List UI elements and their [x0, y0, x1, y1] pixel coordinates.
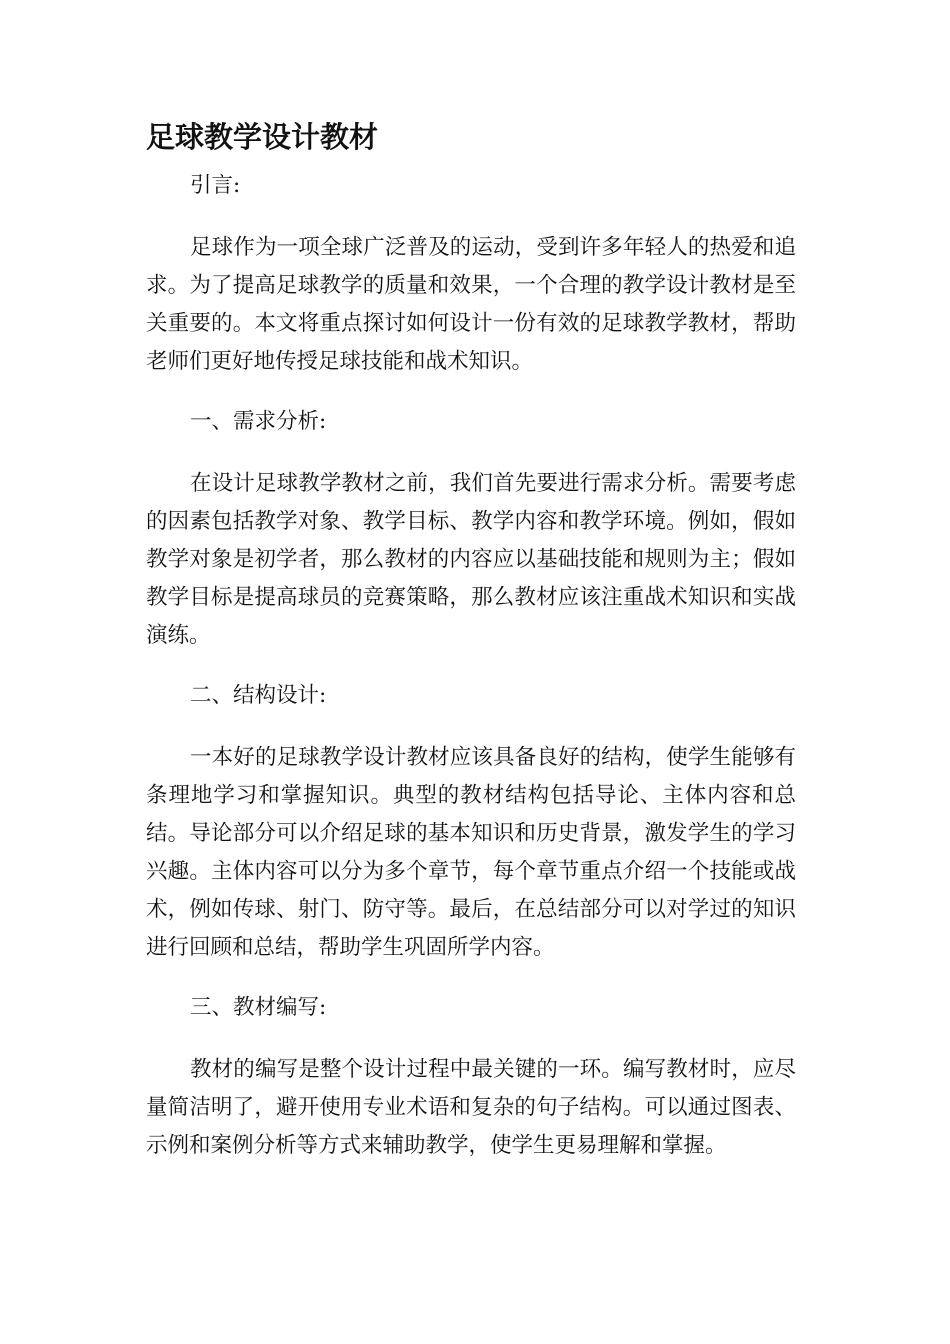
- section-paragraph-material-writing: 教材的编写是整个设计过程中最关键的一环。编写教材时，应尽量简洁明了，避开使用专业术语和复杂的句子结构。可以通过图表、示例和案例分析等方式来辅助教学，使学生更易理解和掌握。: [146, 1057, 796, 1158]
- intro-heading: 引言:: [190, 173, 241, 198]
- section-heading-material-writing: 三、教材编写:: [190, 995, 327, 1020]
- section-heading-needs-analysis: 一、需求分析:: [190, 409, 327, 434]
- document-title: 足球教学设计教材: [146, 120, 379, 154]
- document-body: [146, 167, 796, 1187]
- section-paragraph-needs-analysis: 在设计足球教学教材之前，我们首先要进行需求分析。需要考虑的因素包括教学对象、教学目标、教学内容和教学环境。例如，假如教学对象是初学者，那么教材的内容应以基础技能和规则为主；假如教学目标是提高球员的竞赛策略，那么教材应该注重战术知识和实战演练。: [146, 471, 796, 648]
- section-heading-structure-design: 二、结构设计:: [190, 683, 327, 708]
- intro-paragraph: 足球作为一项全球广泛普及的运动，受到许多年轻人的热爱和追求。为了提高足球教学的质量和效果，一个合理的教学设计教材是至关重要的。本文将重点探讨如何设计一份有效的足球教学教材，帮助老师们更好地传授足球技能和战术知识。: [146, 235, 796, 374]
- section-paragraph-structure-design: 一本好的足球教学设计教材应该具备良好的结构，使学生能够有条理地学习和掌握知识。典型的教材结构包括导论、主体内容和总结。导论部分可以介绍足球的基本知识和历史背景，激发学生的学习兴趣。主体内容可以分为多个章节，每个章节重点介绍一个技能或战术，例如传球、射门、防守等。最后，在总结部分可以对学过的知识进行回顾和总结，帮助学生巩固所学内容。: [146, 745, 796, 960]
